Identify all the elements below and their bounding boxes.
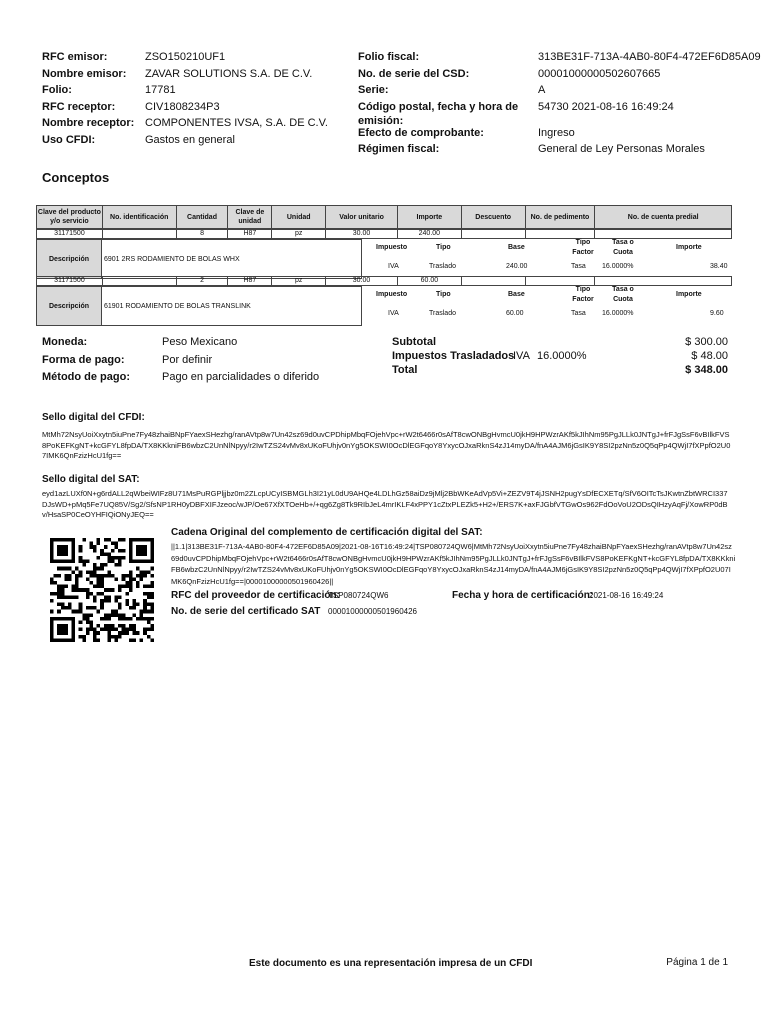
total-label: Total: [392, 364, 418, 376]
tax-header-tipo: Tipo: [436, 291, 451, 298]
description-label: Descripción: [36, 286, 102, 326]
item-cell-importe: 240.00: [398, 230, 462, 238]
item-description-block: [36, 239, 732, 279]
th-importe: Importe: [398, 206, 462, 228]
item-cell-cantidad: 2: [177, 277, 229, 285]
tax-header-tasa: Tasa o Cuota: [612, 286, 634, 303]
serie-cert-value: 00001000000501960426: [328, 607, 417, 616]
subtotal-label: Subtotal: [392, 336, 436, 348]
th-predial: No. de cuenta predial: [627, 213, 699, 221]
total-value: $ 348.00: [685, 364, 728, 376]
payment-info: [42, 336, 362, 389]
conceptos-title: Conceptos: [42, 170, 110, 185]
payment-label: Moneda:: [42, 336, 88, 348]
tax-header-tipo: Tipo: [436, 244, 451, 251]
totals: [392, 336, 728, 378]
th-unidad: Unidad: [272, 206, 326, 228]
hl-value: CIV1808234P3: [145, 100, 220, 113]
rfc-proveedor-value: TSP080724QW6: [328, 591, 389, 600]
tax-value-impuesto: IVA: [388, 263, 399, 270]
fecha-cert-value: 2021-08-16 16:49:24: [589, 591, 664, 600]
hr-value: Ingreso: [538, 126, 575, 139]
tax-value-importe: 9.60: [710, 310, 724, 317]
impuestos-label: Impuestos Trasladados: [392, 350, 515, 362]
sello-sat-title: Sello digital del SAT:: [42, 474, 140, 485]
hl-label: RFC receptor:: [42, 100, 116, 113]
item-cell-valor: 30.00: [326, 277, 398, 285]
item-cell-clave_unidad: H87: [228, 277, 272, 285]
tax-value-tipo_factor: Tasa: [571, 263, 586, 270]
tax-header-base: Base: [508, 291, 525, 298]
th-cantidad: Cantidad: [177, 206, 229, 228]
subtotal-value: $ 300.00: [685, 336, 728, 348]
tax-header-impuesto: Impuesto: [376, 291, 408, 298]
item-cell-clave_unidad: H87: [228, 230, 272, 238]
hl-value: ZAVAR SOLUTIONS S.A. DE C.V.: [145, 67, 313, 80]
item-cell-predial: [595, 277, 731, 285]
payment-row: [42, 354, 362, 372]
item-cell-predial: [595, 230, 731, 238]
rfc-proveedor-label: RFC del proveedor de certificación:: [171, 590, 340, 601]
hr-label: Efecto de comprobante:: [358, 126, 484, 139]
qr-code: [50, 538, 154, 642]
hr-label-cont: emisión:: [358, 114, 404, 127]
hr-label: Serie:: [358, 84, 389, 96]
page-number: Página 1 de 1: [666, 957, 728, 968]
hr-value: General de Ley Personas Morales: [538, 143, 705, 155]
hr-label: Régimen fiscal:: [358, 143, 440, 155]
hr-value: 00001000000502607665: [538, 67, 661, 80]
description-text: 6901 2RS RODAMIENTO DE BOLAS WHX: [102, 239, 362, 279]
hr-value: 54730 2021-08-16 16:49:24: [538, 100, 674, 113]
tax-header-importe: Importe: [676, 291, 702, 298]
payment-value: Por definir: [162, 353, 213, 366]
item-cell-noid: [103, 230, 177, 238]
item-cell-descuento: [462, 277, 526, 285]
hl-value: 17781: [145, 84, 176, 96]
tax-value-tasa: 16.0000%: [602, 310, 634, 317]
concepts-table-header: [36, 205, 732, 229]
th-valor: Valor unitario: [326, 206, 398, 228]
payment-row: [42, 336, 362, 354]
tax-header-importe: Importe: [676, 244, 702, 251]
hr-value: A: [538, 84, 546, 96]
th-pedimento: No. de pedimento: [526, 206, 596, 228]
hr-label: Código postal, fecha y hora de: [358, 100, 519, 113]
cadena-text: ||1.1|313BE31F-713A-4AB0-80F4-472EF6D85A09|2021-08-16T16:49:24|TSP080724QW6|MtMh72NsyUoiXxytn5iuPne7Fy48zhaiBNpFYaexSHezhg/ranAVtp8w7Un42sz69d0uvCPDhipMbqFOjehVpc+rW2t6466r0sAfT8cwONBgHvmcU0jkH9HPWzrAKf5kJIhNm95PgJLLk0JNTgJ+frFJgSsF6vBIlkFVS8PoKEFKgNT+kcGFYL8fpDA/TX8KKkniFB6wbzC2UnNlNpyy/r2IwTZS24vMv8xUKoFUhjv0nYg5OKSWI0OcDlEGFqoY8YxycOJxaRknS4zJ14myDA/fnA4AJM6jGsIK9Y8SI2pzNn5z0Q5qPp4QWjI7fXPpfO2U07IMK6QnFzizHcU1fg==|00001000000501960426||: [171, 542, 736, 586]
hl-label: RFC emisor:: [42, 51, 108, 63]
item-cell-pedimento: [526, 277, 596, 285]
hl-label: Uso CFDI:: [42, 133, 96, 146]
tax-value-tipo: Traslado: [429, 263, 456, 270]
th-clave: Clave del producto y/o servicio: [37, 206, 103, 228]
hr-label: No. de serie del CSD:: [358, 67, 470, 80]
item-cell-clave: 31171500: [37, 277, 103, 285]
th-clave-unidad: Clave de unidad: [228, 206, 272, 228]
hl-value: COMPONENTES IVSA, S.A. DE C.V.: [145, 117, 328, 129]
hl-label: Nombre emisor:: [42, 67, 127, 80]
impuestos-value: $ 48.00: [691, 350, 728, 362]
item-cell-noid: [103, 277, 177, 285]
tax-header-tasa: Tasa o Cuota: [612, 239, 634, 256]
hr-value: 313BE31F-713A-4AB0-80F4-472EF6D85A09: [538, 51, 761, 63]
hl-value: Gastos en general: [145, 133, 235, 146]
payment-label: Método de pago:: [42, 371, 130, 383]
fecha-cert-label: Fecha y hora de certificación:: [452, 590, 594, 601]
payment-row: [42, 371, 362, 389]
payment-label: Forma de pago:: [42, 353, 125, 366]
item-cell-descuento: [462, 230, 526, 238]
item-cell-unidad: pz: [272, 230, 326, 238]
tax-value-impuesto: IVA: [388, 310, 399, 317]
item-description-block: [36, 286, 732, 326]
tax-header-tipo_factor: Tipo Factor: [572, 239, 594, 256]
description-label: Descripción: [36, 239, 102, 279]
payment-value: Pago en parcialidades o diferido: [162, 371, 320, 383]
item-cell-pedimento: [526, 230, 596, 238]
sello-cfdi-title: Sello digital del CFDI:: [42, 412, 145, 423]
payment-value: Peso Mexicano: [162, 336, 238, 348]
serie-cert-label: No. de serie del certificado SAT: [171, 606, 321, 617]
hr-label: Folio fiscal:: [358, 51, 420, 63]
tax-value-tasa: 16.0000%: [602, 263, 634, 270]
tax-value-importe: 38.40: [710, 263, 728, 270]
impuestos-tipo: IVA: [513, 350, 530, 362]
sello-sat-text: eyd1azLUXf0N+g6rdALL2qWbeiWIFz8U71MsPuRGPljjbz0m2ZLcpUCyISBMGLh3I21yL0dU9AHQe4LDLhGz58aiDz9jMlj2BbWKeAdVp5Vi+ZEZV9T4jJSNH2pugYsDfECXETq/SfV6OITcTsJKwtnZbtWRCI337DJsWD+pMq5Fe7UQ85V/Sg2/SfsNP1RH0yDBFXIFJzeoc/wJP/Oe67XfXTOeHb+/+qg6Zg8Tk9RIbJeL4mrIKLF4xPPY1cZtxPLEZk5+H2+/ERS7K+axFJGbfVTGwOs962FdOoVoU2ODsQIHzyAqFj/XowRP0dBv/HsaSP0CeOYHFIQiONyJEQ==: [42, 489, 728, 519]
tax-header-base: Base: [508, 244, 525, 251]
footer-note: Este documento es una representación impresa de un CFDI: [249, 958, 533, 969]
tax-value-base: 60.00: [506, 310, 524, 317]
item-cell-valor: 30.00: [326, 230, 398, 238]
item-cell-clave: 31171500: [37, 230, 103, 238]
tax-value-base: 240.00: [506, 263, 528, 270]
hl-value: ZSO150210UF1: [145, 51, 226, 63]
th-descuento: Descuento: [462, 206, 526, 228]
tax-value-tipo: Traslado: [429, 310, 456, 317]
item-cell-cantidad: 8: [177, 230, 229, 238]
tax-value-tipo_factor: Tasa: [571, 310, 586, 317]
cadena-title: Cadena Original del complemento de certificación digital del SAT:: [171, 527, 483, 538]
hl-label: Folio:: [42, 84, 72, 96]
item-cell-importe: 60.00: [398, 277, 462, 285]
description-text: 61901 RODAMIENTO DE BOLAS TRANSLINK: [102, 286, 362, 326]
impuestos-tasa: 16.0000%: [537, 350, 587, 362]
item-cell-unidad: pz: [272, 277, 326, 285]
th-noid: No. identificación: [103, 206, 177, 228]
tax-header-impuesto: Impuesto: [376, 244, 408, 251]
tax-header-tipo_factor: Tipo Factor: [572, 286, 594, 303]
hl-label: Nombre receptor:: [42, 117, 135, 129]
sello-cfdi-text: MtMh72NsyUoiXxytn5iuPne7Fy48zhaiBNpFYaexSHezhg/ranAVtp8w7Un42sz69d0uvCPDhipMbqFOjehVpc+rW2t6466r0sAfT8cwONBgHvmcU0jkH9HPWzrAKf5kJIhNm95PgJLLk0JNTgJ+frFJgSsF6vBIlkFVS8PoKEFKgNT+kcGFYL8fpDA/TX8KKkniFB6wbzC2UnNlNpyy/r2IwTZS24vMv8xUKoFUhjv0nYg5OKSWI0OcDlEGFqoY8YxycOJxaRknS4zJ14myDA/fnA4AJM6jGsIK9Y8SI2pzNn5z0Q5qPp4QWjI7fXPpfO2U07IMK6QnFzizHcU1fg==: [42, 430, 731, 460]
